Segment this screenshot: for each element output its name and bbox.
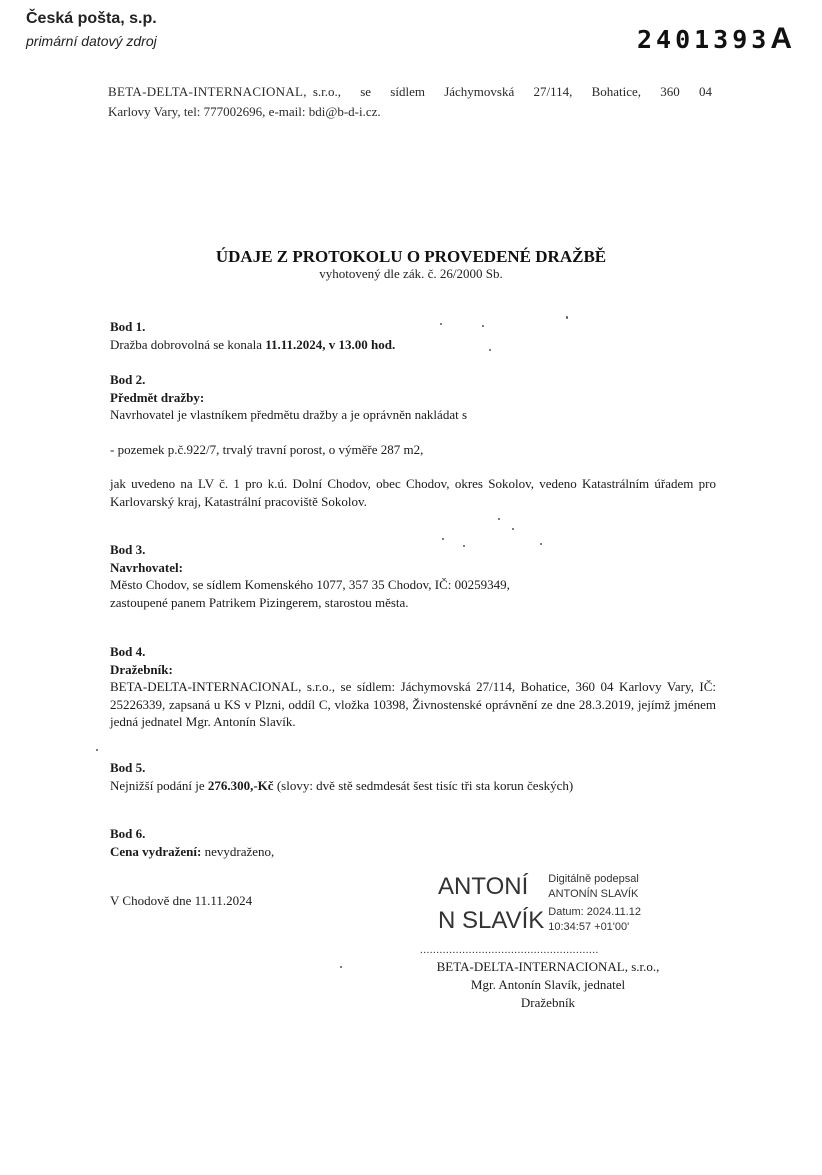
digital-signature	[438, 870, 641, 938]
scan-speck	[489, 349, 491, 351]
signature-name-line-1: ANTONÍ	[438, 873, 529, 900]
final-price-value: nevydraženo,	[201, 843, 275, 859]
signature-meta	[548, 872, 641, 935]
scan-speck	[463, 545, 465, 547]
property-registry: jak uvedeno na LV č. 1 pro k.ú. Dolní Chodov, obec Chodov, okres Sokolov, vedeno Katastrálním úřadem pro Karlovarský kraj, Katastrální pracoviště Sokolov.	[110, 476, 716, 509]
letterhead-contact: Karlovy Vary, tel: 777002696, e-mail: bdi@b-d-i.cz.	[108, 104, 381, 119]
signatory-role: Dražebník	[520, 995, 576, 1010]
scan-speck	[96, 749, 98, 751]
letterhead-address: s.r.o., se sídlem Jáchymovská 27/114, Bohatice, 360 04	[312, 84, 712, 99]
document-number-digits: 2401393	[636, 25, 771, 54]
section-bod-1	[110, 318, 716, 353]
scan-speck	[482, 325, 484, 327]
lowest-bid	[110, 777, 716, 795]
section-heading: Bod 3.	[110, 542, 146, 557]
scan-speck	[340, 966, 342, 968]
section-text	[110, 336, 716, 354]
signature-line: .......................................................	[420, 944, 599, 956]
section-bod-2	[110, 371, 716, 510]
scan-speck	[566, 316, 568, 319]
lowest-bid-words: (slovy: dvě stě sedmdesát šest tisíc tři sta korun českých)	[273, 777, 574, 793]
owner-statement: Navrhovatel je vlastníkem předmětu dražby a je oprávněn nakládat s	[110, 407, 468, 422]
auction-date: 11.11.2024, v 13.00 hod.	[265, 336, 396, 352]
section-heading: Bod 6.	[110, 826, 146, 841]
section-heading: Bod 1.	[110, 319, 146, 334]
auctioneer-details: BETA-DELTA-INTERNACIONAL, s.r.o., se sídlem: Jáchymovská 27/114, Bohatice, 360 04 Karlovy Vary, IČ: 25226339, zapsaná u KS v Plzni, oddíl C, vložka 10398, Živnostenské oprávnění ze dne 28.3.2019, jejímž jménem jedná jednatel Mgr. Antonín Slavík.	[110, 679, 716, 729]
signature-name-line-2: N SLAVÍK	[438, 907, 545, 934]
scan-speck	[540, 543, 542, 545]
section-bod-4	[110, 643, 716, 731]
signatory-company: BETA-DELTA-INTERNACIONAL, s.r.o.,	[436, 959, 660, 974]
document-number	[637, 22, 792, 56]
section-heading: Bod 4.	[110, 644, 146, 659]
section-subheading: Dražebník:	[110, 661, 173, 677]
signatory-person: Mgr. Antonín Slavík, jednatel	[470, 977, 626, 992]
letterhead	[108, 82, 712, 122]
document-number-suffix: A	[770, 22, 792, 55]
document-title: ÚDAJE Z PROTOKOLU O PROVEDENÉ DRAŽBĚ	[215, 247, 607, 266]
scan-speck	[498, 518, 500, 520]
scan-speck	[440, 323, 442, 325]
signatory-block	[418, 958, 678, 1012]
proposer-address: Město Chodov, se sídlem Komenského 1077, 357 35 Chodov, IČ: 00259349,	[110, 577, 510, 592]
lowest-bid-prefix: Nejnižší podání je	[110, 777, 208, 793]
letterhead-company: BETA-DELTA-INTERNACIONAL,	[108, 84, 307, 99]
section-subheading: Navrhovatel:	[110, 559, 183, 575]
signature-meta-signer: ANTONÍN SLAVÍK	[548, 888, 639, 900]
signature-meta-time: 10:34:57 +01'00'	[548, 921, 630, 933]
post-stamp-title: Česká pošta, s.p.	[26, 10, 157, 27]
lowest-bid-amount: 276.300,-Kč	[207, 777, 274, 793]
final-price-label: Cena vydražení:	[110, 843, 202, 859]
place-and-date: V Chodově dne 11.11.2024	[110, 893, 253, 908]
property-item: - pozemek p.č.922/7, trvalý travní porost, o výměře 287 m2,	[110, 441, 424, 457]
post-stamp-subtitle: primární datový zdroj	[26, 33, 157, 49]
signature-meta-label: Digitálně podepsal	[548, 873, 639, 885]
final-price	[110, 843, 716, 861]
section-heading: Bod 5.	[110, 760, 146, 775]
section-bod-5	[110, 759, 716, 794]
section-bod-6	[110, 825, 716, 860]
scan-speck	[442, 538, 444, 540]
section-bod-3	[110, 541, 716, 611]
section-subheading: Předmět dražby:	[110, 389, 205, 405]
proposer-representative: zastoupené panem Patrikem Pizingerem, starostou města.	[110, 594, 409, 610]
scan-speck	[512, 528, 514, 530]
signature-meta-date: Datum: 2024.11.12	[548, 906, 642, 918]
signature-name	[438, 870, 544, 938]
auction-date-prefix: Dražba dobrovolná se konala	[110, 336, 266, 352]
section-heading: Bod 2.	[110, 372, 146, 387]
document-subtitle: vyhotovený dle zák. č. 26/2000 Sb.	[319, 266, 503, 281]
